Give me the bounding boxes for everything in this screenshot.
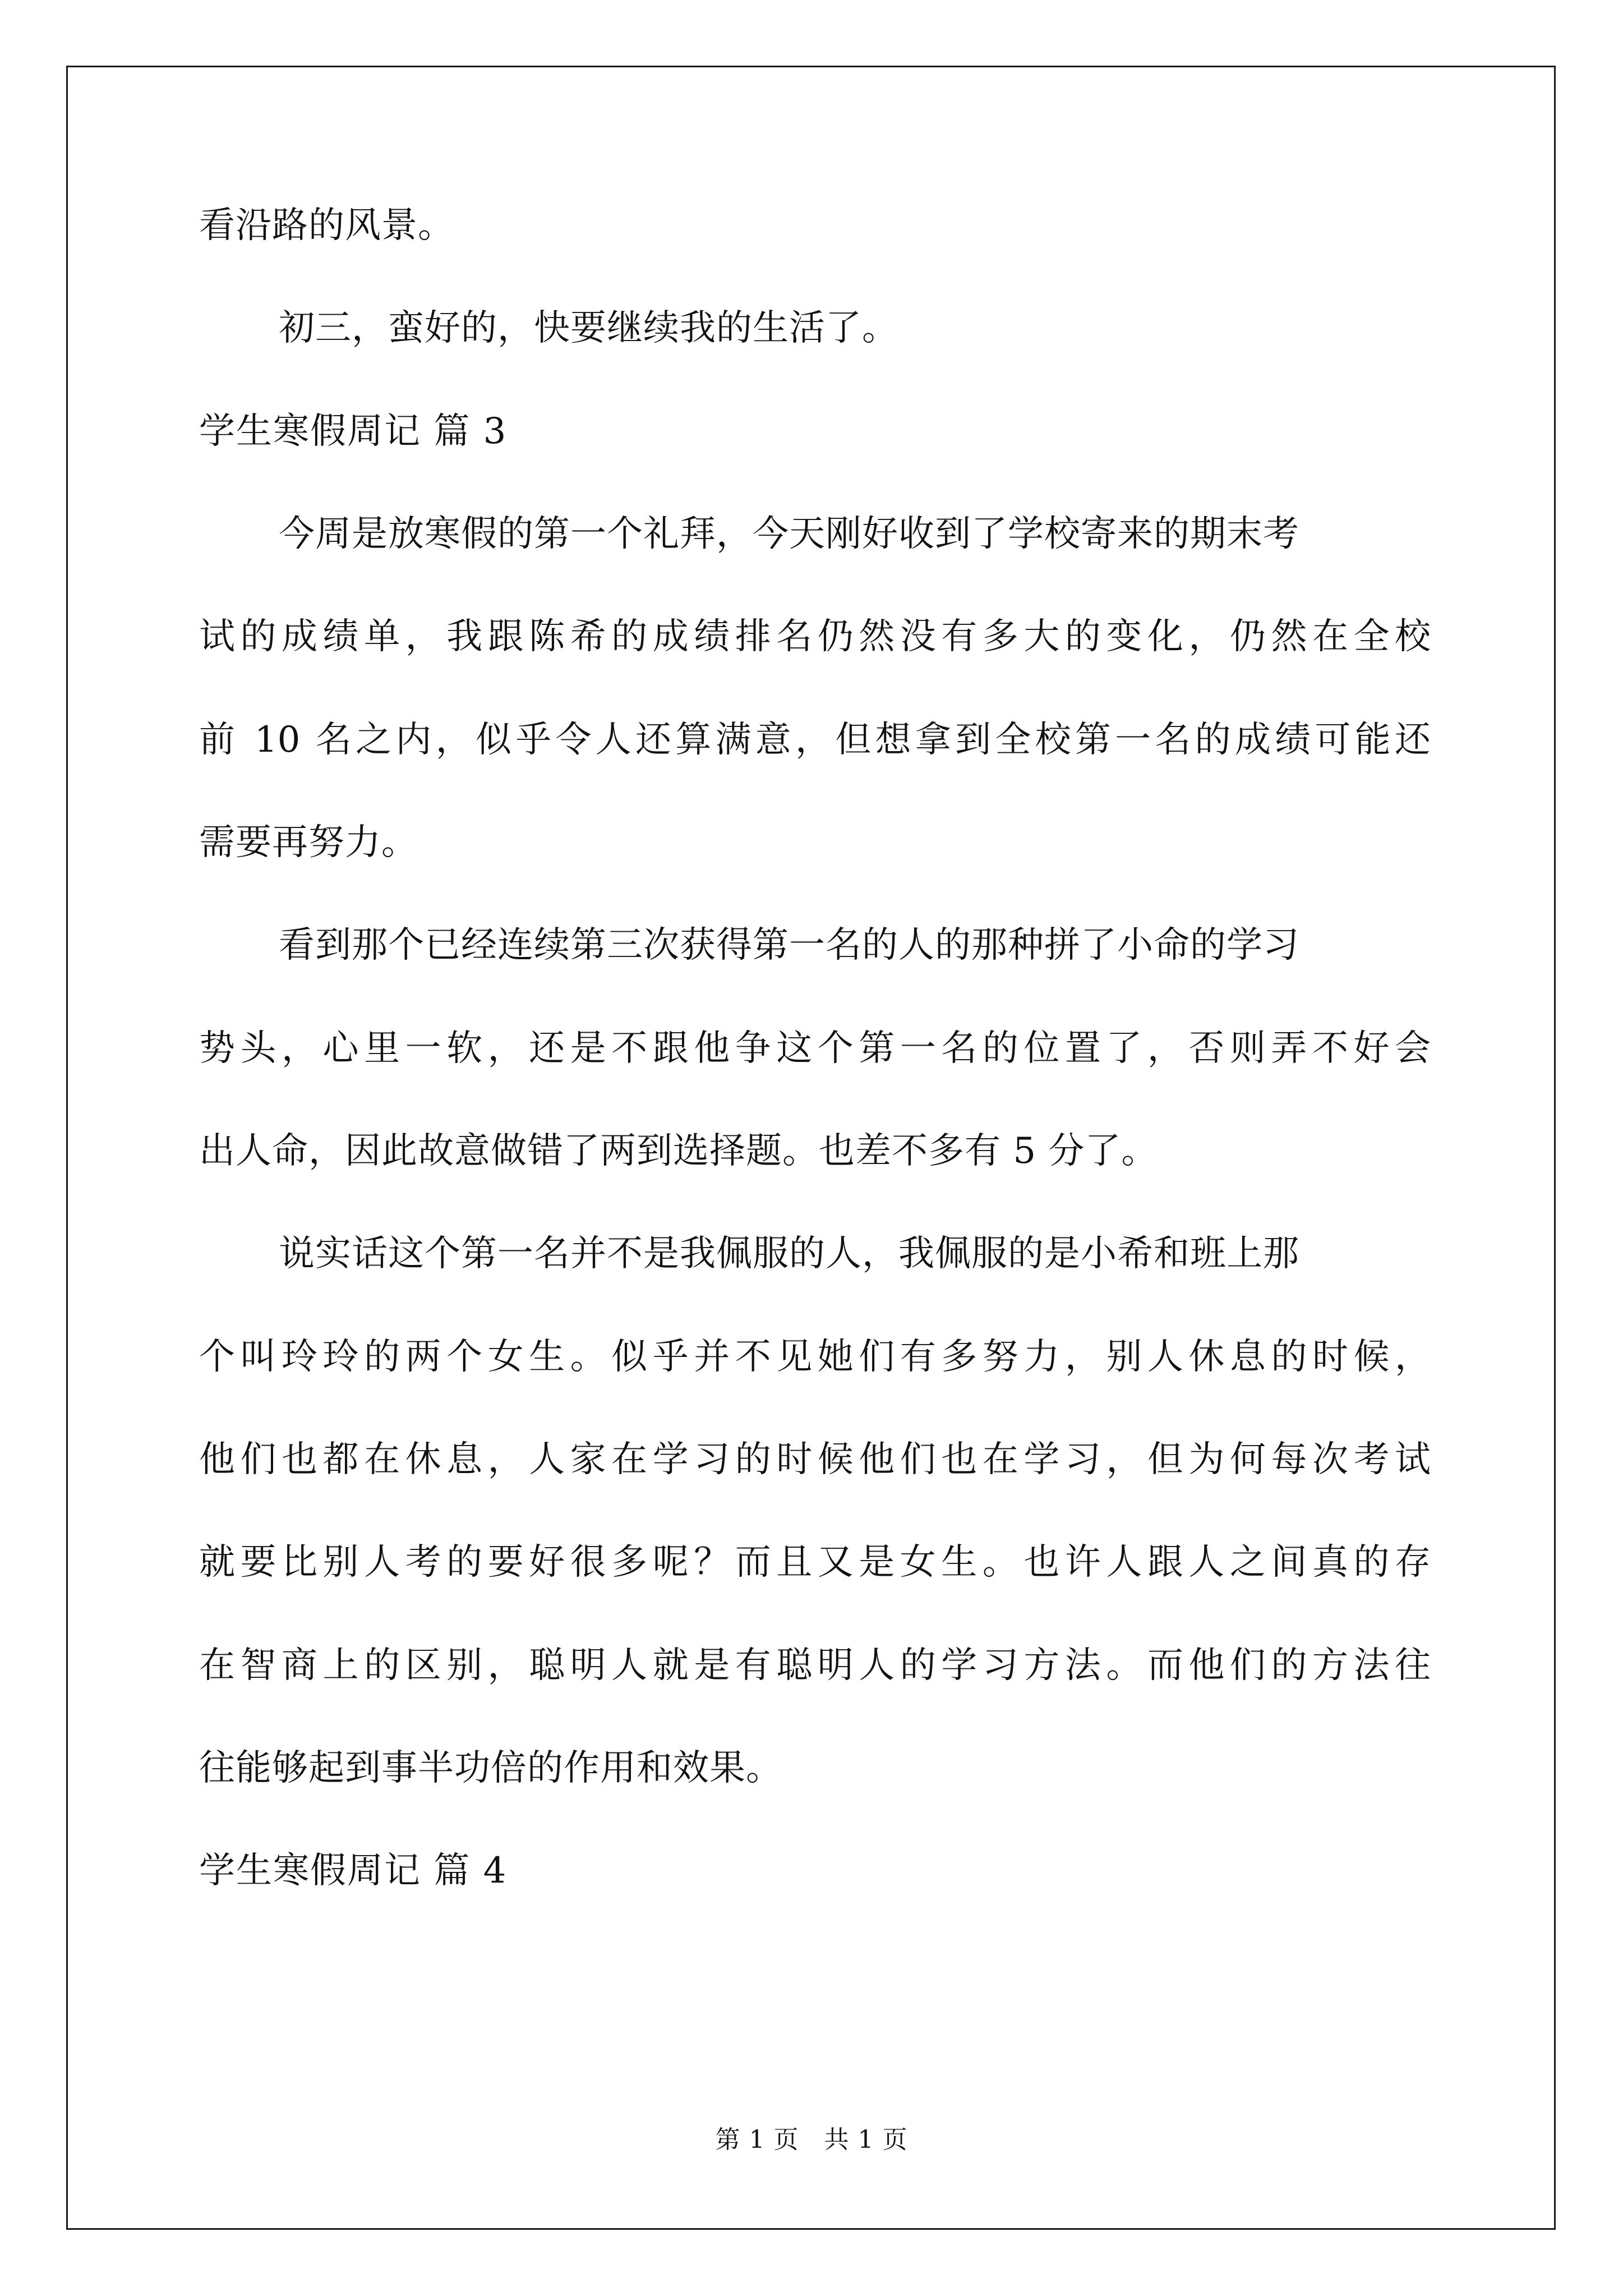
paragraph-line: 初三，蛮好的，快要继续我的生活了。 (279, 307, 898, 349)
paragraph-line: 他们也都在休息，人家在学习的时候他们也在学习，但为何每次考试 (199, 1439, 1431, 1480)
paragraph-line: 看沿路的风景。 (199, 205, 454, 246)
paragraph-line: 需要再努力。 (199, 822, 418, 863)
paragraph-line: 前 10 名之内，似乎令人还算满意，但想拿到全校第一名的成绩可能还 (199, 719, 1431, 761)
paragraph-line: 试的成绩单，我跟陈希的成绩排名仍然没有多大的变化，仍然在全校 (199, 616, 1431, 657)
paragraph-line: 往能够起到事半功倍的作用和效果。 (199, 1747, 782, 1789)
paragraph-line: 出人命，因此故意做错了两到选择题。也差不多有 5 分了。 (199, 1130, 1158, 1172)
paragraph-line: 说实话这个第一名并不是我佩服的人，我佩服的是小希和班上那 (279, 1233, 1299, 1274)
paragraph-line: 今周是放寒假的第一个礼拜，今天刚好收到了学校寄来的期末考 (279, 513, 1299, 555)
paragraph-line: 就要比别人考的要好很多呢？而且又是女生。也许人跟人之间真的存 (199, 1542, 1431, 1583)
section-heading: 学生寒假周记 篇 4 (199, 1850, 508, 1892)
page-footer: 第 1 页 共 1 页 (715, 2125, 908, 2154)
paragraph-line: 看到那个已经连续第三次获得第一名的人的那种拼了小命的学习 (279, 924, 1299, 966)
paragraph-line: 个叫玲玲的两个女生。似乎并不见她们有多努力，别人休息的时候， (199, 1336, 1431, 1378)
paragraph-line: 势头，心里一软，还是不跟他争这个第一名的位置了，否则弄不好会 (199, 1028, 1431, 1069)
section-heading: 学生寒假周记 篇 3 (199, 411, 508, 452)
paragraph-line: 在智商上的区别，聪明人就是有聪明人的学习方法。而他们的方法往 (199, 1645, 1431, 1686)
